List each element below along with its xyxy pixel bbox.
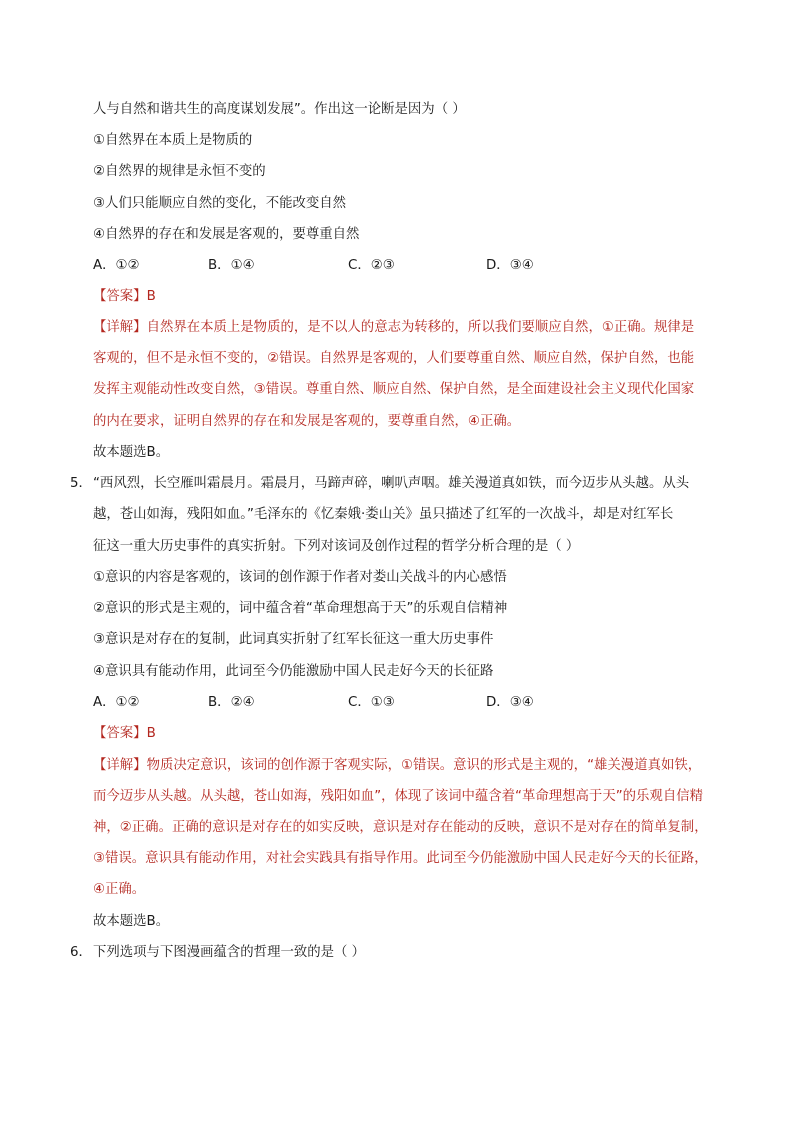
q4-item-2: ②自然界的规律是永恒不变的 — [93, 164, 266, 179]
q4-item-3: ③人们只能顺应自然的变化，不能改变自然 — [93, 196, 347, 211]
q4-choice-b: B．①④ — [208, 258, 255, 273]
q5-choice-c: C．①③ — [348, 695, 395, 710]
q5-explain-text-1: 物质决定意识，该词的创作源于客观实际，①错误。意识的形式是主观的，“雄关漫道真如铁， — [146, 758, 702, 773]
q6-number: 6． — [70, 945, 92, 960]
q5-explain-line-2: 而今迈步从头越。从头越，苍山如海，残阳如血”，体现了该词中蕴含着“革命理想高于天”的乐观自信精 — [93, 789, 703, 804]
q5-explain-tag: 【详解】 — [93, 758, 147, 773]
q5-item-1: ①意识的内容是客观的，该词的创作源于作者对娄山关战斗的内心感悟 — [93, 570, 507, 585]
q4-conclusion: 故本题选B。 — [93, 445, 170, 460]
q5-choice-d: D．③④ — [486, 695, 534, 710]
q5-item-3: ③意识是对存在的复制，此词真实折射了红军长征这一重大历史事件 — [93, 632, 494, 647]
q5-explain-line-3: 神，②正确。正确的意识是对存在的如实反映，意识是对存在能动的反映，意识不是对存在的简单复制， — [93, 820, 708, 835]
q5-answer-tag: 【答案】 — [93, 726, 147, 741]
q4-item-4: ④自然界的存在和发展是客观的，要尊重自然 — [93, 227, 360, 242]
q4-choice-d: D．③④ — [486, 258, 534, 273]
q4-choice-a: A．①② — [93, 258, 140, 273]
q5-number: 5． — [70, 476, 92, 491]
q4-answer — [93, 287, 156, 307]
q4-item-1: ①自然界在本质上是物质的 — [93, 133, 253, 148]
q4-explain-line-1 — [93, 318, 694, 338]
q4-choice-c: C．②③ — [348, 258, 395, 273]
q6-stem: 下列选项与下图漫画蕴含的哲理一致的是（ ） — [93, 945, 366, 960]
q4-explain-tag: 【详解】 — [93, 320, 147, 335]
q4-explain-text-1: 自然界在本质上是物质的，是不以人的意志为转移的，所以我们要顺应自然，①正确。规律是 — [146, 320, 695, 335]
q5-choice-b: B．②④ — [208, 695, 255, 710]
q4-stem-tail: 人与自然和谐共生的高度谋划发展”。作出这一论断是因为（ ） — [93, 102, 466, 117]
q5-choice-a: A．①② — [93, 695, 140, 710]
q5-answer-value: B — [146, 726, 156, 741]
q5-stem-line-1: “西风烈，长空雁叫霜晨月。霜晨月，马蹄声碎，喇叭声咽。雄关漫道真如铁，而今迈步从头越。从头 — [93, 476, 690, 491]
q5-stem-line-2: 越，苍山如海，残阳如血。”毛泽东的《忆秦娥·娄山关》虽只描述了红军的一次战斗，却是对红军长 — [93, 507, 674, 522]
q4-explain-line-2: 客观的，但不是永恒不变的，②错误。自然界是客观的，人们要尊重自然、顺应自然，保护自然，也能 — [93, 351, 695, 366]
q5-explain-line-5: ④正确。 — [93, 882, 146, 897]
q4-explain-line-3: 发挥主观能动性改变自然，③错误。尊重自然、顺应自然、保护自然，是全面建设社会主义现代化国家 — [93, 382, 695, 397]
q5-conclusion: 故本题选B。 — [93, 914, 170, 929]
q5-item-2: ②意识的形式是主观的，词中蕴含着“革命理想高于天”的乐观自信精神 — [93, 601, 508, 616]
q5-stem-line-3: 征这一重大历史事件的真实折射。下列对该词及创作过程的哲学分析合理的是（ ） — [93, 539, 580, 554]
q4-answer-tag: 【答案】 — [93, 289, 147, 304]
q5-item-4: ④意识具有能动作用，此词至今仍能激励中国人民走好今天的长征路 — [93, 664, 494, 679]
q5-explain-line-1 — [93, 756, 701, 776]
q5-answer — [93, 724, 156, 744]
q4-answer-value: B — [146, 289, 156, 304]
q4-explain-line-4: 的内在要求，证明自然界的存在和发展是客观的，要尊重自然，④正确。 — [93, 414, 521, 429]
q5-explain-line-4: ③错误。意识具有能动作用，对社会实践具有指导作用。此词至今仍能激励中国人民走好今天的长征路， — [93, 851, 708, 866]
